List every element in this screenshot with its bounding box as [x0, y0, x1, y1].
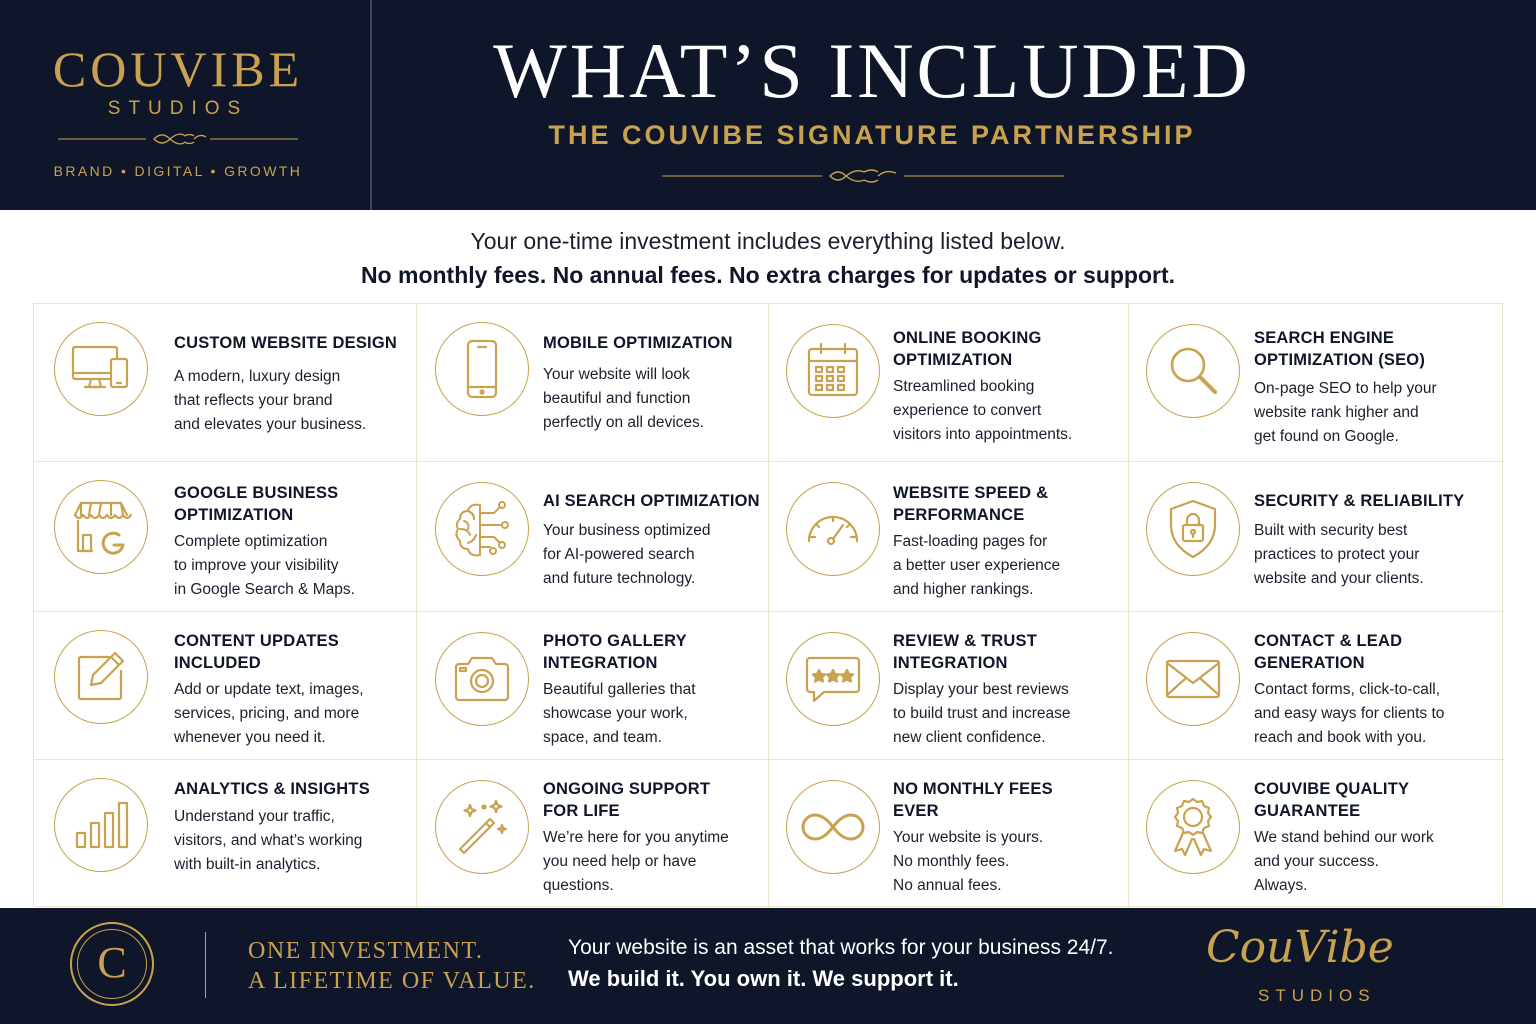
smartphone-icon [435, 322, 529, 416]
camera-icon [435, 632, 529, 726]
laurel-ornament-icon [58, 128, 298, 150]
calendar-icon [786, 324, 880, 418]
feature-card [417, 462, 768, 611]
feature-desc: Your website will look beautiful and function perfectly on all devices. [543, 366, 705, 431]
monogram-letter: C [77, 929, 147, 999]
feature-card [769, 760, 1128, 908]
feature-desc: Contact forms, click-to-call, and easy ways for clients to reach and book with you. [1254, 681, 1445, 746]
feature-title: SECURITY & RELIABILITY [1254, 492, 1465, 510]
footer-slogan: ONE INVESTMENT. A LIFETIME OF VALUE. [248, 938, 536, 994]
magic-wand-icon [435, 780, 529, 874]
feature-desc: A modern, luxury design that reflects your brand and elevates your business. [174, 368, 367, 433]
feature-title: ONLINE BOOKING OPTIMIZATION [893, 329, 1042, 369]
feature-desc: Your business optimized for AI-powered search and future technology. [543, 522, 711, 587]
feature-desc: Beautiful galleries that showcase your work, space, and team. [543, 681, 696, 746]
bar-chart-icon [54, 778, 148, 872]
signature-sub: STUDIOS [1258, 986, 1376, 1005]
feature-desc: Streamlined booking experience to convert visitors into appointments. [893, 378, 1073, 443]
edit-pencil-icon [54, 630, 148, 724]
speedometer-icon [786, 482, 880, 576]
feature-title: NO MONTHLY FEES EVER [893, 780, 1053, 820]
feature-title: GOOGLE BUSINESS OPTIMIZATION [174, 484, 339, 524]
feature-card [1129, 304, 1504, 461]
feature-title: ONGOING SUPPORT FOR LIFE [543, 780, 711, 820]
intro-line-2: No monthly fees. No annual fees. No extra charges for updates or support. [360, 262, 1176, 288]
feature-title: COUVIBE QUALITY GUARANTEE [1254, 780, 1410, 820]
feature-card [769, 612, 1128, 759]
brand-sub: STUDIOS [107, 98, 249, 119]
feature-card [769, 462, 1128, 611]
feature-desc: We’re here for you anytime you need help or have questions. [543, 829, 729, 894]
feature-title: REVIEW & TRUST INTEGRATION [893, 632, 1037, 672]
page-title: WHAT’S INCLUDED [493, 27, 1251, 114]
feature-card [417, 304, 768, 461]
shield-lock-icon [1146, 482, 1240, 576]
feature-card [417, 760, 768, 908]
feature-desc: On-page SEO to help your website rank higher and get found on Google. [1254, 380, 1437, 445]
signature-logo: CouVibe [1206, 922, 1394, 973]
feature-card [34, 760, 416, 908]
footer-line-1: Your website is an asset that works for your business 24/7. [568, 936, 1114, 959]
features-grid [33, 303, 1503, 907]
brand-name: COUVIBE [52, 41, 304, 97]
feature-title: WEBSITE SPEED & PERFORMANCE [893, 484, 1049, 524]
feature-card [769, 304, 1128, 461]
footer-banner [0, 908, 1536, 1024]
monogram-badge [70, 922, 154, 1006]
feature-title: CONTACT & LEAD GENERATION [1254, 632, 1403, 672]
feature-card [34, 304, 416, 461]
feature-card [1129, 760, 1504, 908]
feature-desc: Your website is yours. No monthly fees. No annual fees. [893, 829, 1044, 894]
infinity-icon [786, 780, 880, 874]
feature-title: CUSTOM WEBSITE DESIGN [174, 334, 397, 352]
feature-desc: Understand your traffic, visitors, and what’s working with built-in analytics. [174, 808, 363, 873]
feature-desc: Complete optimization to improve your visibility in Google Search & Maps. [174, 533, 355, 598]
feature-desc: Display your best reviews to build trust and increase new client confidence. [893, 681, 1071, 746]
feature-desc: Fast-loading pages for a better user experience and higher rankings. [893, 533, 1061, 598]
feature-card [417, 612, 768, 759]
footer-line-2: We build it. You own it. We support it. [568, 966, 959, 991]
feature-title: SEARCH ENGINE OPTIMIZATION (SEO) [1254, 329, 1426, 369]
laurel-ornament-icon [662, 164, 1064, 188]
feature-desc: Built with security best practices to protect your website and your clients. [1254, 522, 1424, 587]
feature-title: ANALYTICS & INSIGHTS [174, 780, 370, 798]
feature-title: PHOTO GALLERY INTEGRATION [543, 632, 687, 672]
page-subtitle: THE COUVIBE SIGNATURE PARTNERSHIP [548, 120, 1196, 150]
brand-block [0, 0, 370, 210]
brand-tagline: BRAND • DIGITAL • GROWTH [53, 163, 303, 179]
footer-divider [205, 932, 206, 998]
magnifier-icon [1146, 324, 1240, 418]
feature-card [1129, 462, 1504, 611]
feature-title: CONTENT UPDATES INCLUDED [174, 632, 339, 672]
desktop-mobile-icon [54, 322, 148, 416]
feature-card [1129, 612, 1504, 759]
envelope-icon [1146, 632, 1240, 726]
ai-brain-icon [435, 482, 529, 576]
feature-card [34, 462, 416, 611]
header-banner [0, 0, 1536, 210]
storefront-g-icon [54, 480, 148, 574]
feature-card [34, 612, 416, 759]
feature-title: AI SEARCH OPTIMIZATION [543, 492, 760, 510]
award-ribbon-icon [1146, 780, 1240, 874]
intro-line-1: Your one-time investment includes everything listed below. [470, 228, 1066, 254]
review-stars-icon [786, 632, 880, 726]
feature-desc: Add or update text, images, services, pricing, and more whenever you need it. [174, 681, 364, 746]
feature-desc: We stand behind our work and your success. Always. [1254, 829, 1434, 894]
feature-title: MOBILE OPTIMIZATION [543, 334, 733, 352]
